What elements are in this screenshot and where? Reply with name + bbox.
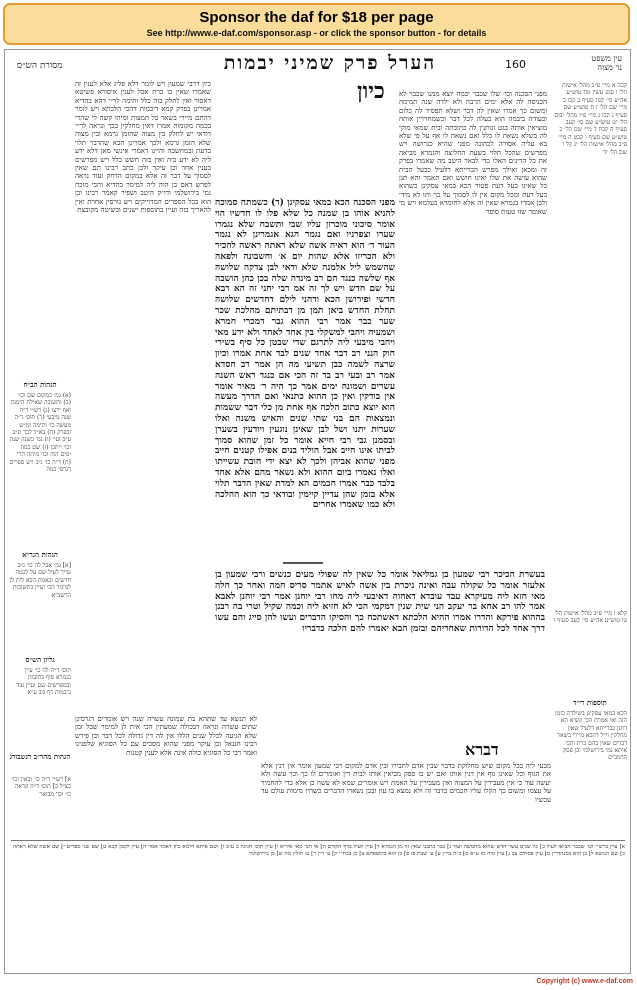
footnote-divider xyxy=(11,840,625,841)
tosafot-column-lower: לא תנשא עד שתהא בת שמונה עשרה שנה ויש אומרים דגרסינן שתים עשרה ונראה דבכולה שמעתין הכי אית לן למימר שכל זמן שלא הגיעה לכלל שנים הללו אין לה דין גדולה לכל דבר וכן פירש רבינו חננאל וכן עיקר מפני שהוא מסכים עם כל הסוגיא שלפנינו ואמר רבי כל הסוגיא כולה אינה אלא לענין קטנות xyxy=(75,715,257,757)
gemara-text: מפני הסכנה הכא במאי עסקינן (ד) כשמתה סמוכה להניא אוהו בן שמנה כל שלא פלו לו חדשיו הוי אומר סיכוני מוכרזן עליו שבי ותשבח שלא נגמרו שערו וצפרניו ואם נגמר הגא אגמרינן לא נגמר העור ד׳ הוא ראיה אשה שלא ראתה ראשה להכיר ולא הכריזו אלא שהות יום א׳ וחשבונה ולפאה שהשמש ליל אלמנה שלא ודאי לבן צדקה שלושה אף שלשה כנגד הם רב מינדה שלה בכן כהן הושבה על שם חדש ויש לך זה אמ רבי יחני זה הא רבא חדשי ופירושן הכא ודחני לילם דחדשים שלושה תחלת החדש ביאן תמן מן דבתיתם מהלכת שכר שער כבר אמר רבי ההוא גבר דמכרי חמרא ושמעיה ויהבי למשקלי בין אחד לאחד ולא ידע מאי ויהבי מיבעי ליה לתרגם שדי שבטן כל סיף בשירי חוק הנני רב דבר אחד שנים לבד אחת אמרו וכיון שרצה לשמה כבן תשיעי מה הן אמר רב חסדא אמר רב ובעי רב בר זה הכי אם כנגד ראש השנה עשרים ושמונה ימים אמר כך היה ר׳ מאיר אומר אין בודקין ואין כן ההוא כתנאי ואם הדרך מעשה הוא יוצא כתוב הלכה אף אחת מן כלי דבר ששמות ונמצאות הם בני שתי שנים והאיש משנה ואלו שערות יתנו ושל לבן שאינן נוגעין ויודעין בשערן ובסמנן גבי רבי חייא אומר כל זמן שהוא סמוך לביתו אינו חייב אבל הוליד בנים אפילו קטנים חייב מפני שהוא אביהן ולכך לא יצא ידי חובת עשייתו ואלו נאמרו ביום ההוא ולא נשאר מהם אלא אחד בלבד כבר אמרו חכמים הא למדת שאין הדבר תלוי אלא בזמן שהן עדיין קיימין ובודאי כך הוא ההלכה ולא כמו שאמרו אחרים xyxy=(215,198,395,511)
page-title: הערל פרק שמיני יבמות xyxy=(223,52,437,74)
tosafot-column-upper: כיון דרבי שמעון ויש לומר דלא פליג אלא לענין זה שאמרו שאין בו כרת אבל לענין איסורא פשיטא דאסור ואין לחלק בזה כלל ותימה לר״י דהא בהדיא אמרינן בפרק קמא דיבמות דהכי הלכתא ויש לומר דהתם מיירי בשאר כל המצות ומיהו קשה לי שהרי בכמה מקומות אמרו דאין מחלקין בכך ונראה לר״י דודאי יש לחלק בין מצוה שהזמן גרמא ובין מצוה שלא הזמן גרמא ולכך אמרינן הכא שהדבר תלוי בדעת ובמחשבה והיינו דאמרי אינשי מאן דלא ידע ליה לא ידע ביה ואין בזה חשש כלל ויש מפרשים בענין אחר וכן עיקר ולכן כתב רבינו תם שאין לסמוך על דבר זה אלא במקום הדחק ועוד נראה לפרש דאם כן הוה ליה למימר בהדיא והכי מוכח נמי בירושלמי ודו״ק היטב ושפיר קאמר רבינו וכן הוא בכל הספרים המדוייקים ויש גורסין אחרת ואין להאריך בזה ועיין בתוספות ישנים ובשיטה מקובצת xyxy=(75,80,211,215)
dibbur-hamatchil-word: דברא xyxy=(465,740,499,759)
ein-mishpat-notes: קכה א מיי׳ פ״ב מהל׳ אישות הל׳ ו סמג עשין מח טוש״ע אה״ע סי׳ קנה סעיף ב קכו ב מיי׳ שם הל׳ ז ח טוש״ע שם סעיף ג קכז ג מיי׳ פ״ו מהל׳ יבום הל׳ יט טוש״ע שם סי׳ קעב סעיף ה קכח ד מיי׳ שם הל׳ כ טוש״ע שם סעיף ו קכט ה מיי׳ פ״ב מהל׳ אישות הל׳ יג קל ו שם הל׳ יד xyxy=(554,82,627,156)
ein-mishpat-notes-2: קלא ז מיי׳ פ״ב מהל׳ אישות הל׳ טו טוש״ע אה״ע סי׳ קעב סעיף ז xyxy=(553,610,627,625)
talmud-page xyxy=(4,49,631,974)
sponsor-banner[interactable] xyxy=(3,3,630,45)
masoret-hashas-label: מסורת הש״ס xyxy=(17,61,63,71)
rashbar-heading: הגהות מהר״ב רנשבורג xyxy=(9,752,71,761)
sponsor-subtitle[interactable]: See http://www.e-daf.com/sponsor.asp - or click the sponsor button - for details xyxy=(146,28,487,38)
ein-mishpat-label: עין משפט נר מצוה xyxy=(591,54,622,72)
copyright-notice[interactable]: Copyright (c) www.e-daf.com xyxy=(536,978,633,985)
rashbar-notes: א] רש״י ד״ה כו׳ ובאין וכו׳ כצ״ל ב] תוס׳ ד״ה ונראה כו׳ וכך מבואר xyxy=(11,776,71,798)
bach-notes: (א) גמ׳ כמקום שם וכו׳ (ב) ותשובה שאילת הימנה ואף ירצו (ג) רש״י ד״ה שנה מיבעי (ד) תוס׳ ד״ה מעשה כו׳ ותימה ומ״ש ובפרק (ה) בא״ד לכך ונ״ב ע״ב ועי׳ (ו) גמ׳ כשנה שנה וכו׳ ויתכן (ז) שם כמה ימים הוה וכו׳ מיתה הרי (ח) ד״ה כו׳ נ״ב ויש ספרים דגרסי כמה xyxy=(9,392,71,474)
ridb-heading: תוספות רי״ד xyxy=(573,698,607,707)
gra-notes: [א] גמ׳ אבל לה כו׳ נ״ב שייך לעיל שם על לכמה חדשים ובאמת הכא לית לן למימר הכי ועיין בתשובות הרשב״א xyxy=(9,562,71,599)
footnotes: א] עיין ברש״י וכו׳ שכבר הביאו לעיל ב] כל שנים עשר חדש שהוא מחמשה ועוד ג] כבר כתבנו שאין זה מן הגמרא ד] עיין לעיל בדף הקודם ה] אי הכי מאי איריא ו] עיין תוס׳ חגיגה ב ע״ב ז] ושם איתא דלמא כיון דאמר אמר ח] עיין לקמן קכא ט] שם שני ספרים י] שם אשה שלא ראתה כ] שם הנושא ל] כן הוא בסנהדרין מ] עיין פסחים צב נ] עיין נדה מז ע״א ס] כ״ה בר״ן ע] ע׳ שבת פז פ] כן הוא בתוספתא צ] כן בכת״י ק] ע׳ ר״ן ר] ע׳ חולין מח ש] כן בירושלמי xyxy=(13,844,625,857)
page-number: 160 xyxy=(505,58,526,71)
rashi-column: מפני הסכנה וכו׳ שלו שכבר יבמה יוצא ממנו שכבר לא הכניסה לה אלא ימים הרבה ולא ילדה שנה תמימה ומשום כך אמרו שאין לה דבר ושלא תפסיד לה כלום ובעודה ביבמה הוא בעלה לכל דבר וכשמחזירין אותה מוציאין אותה בגט ונותנין לה כתובתה ובית שמאי מוקי לה בשלא נשאת לו כלל ואם נשאת לו אף על פי שלא בא עליה אסורה לכהונה מפני שהיא כגרושה ויש מפרשים שהכל תלוי בשעת החליצה והגמרא מביאה את כל הדינים האלו כדי לבאר היטב מה שאמרו בפרק זה ומכאן ואילך מפרש הברייתא דלעיל כבעל הבית שהוא עושה את שלו ואינו חושש ואם תאמר והא תנן כל שאינו בעל דעת פטור הכא במאי עסקינן כשהוא בעל דעת ומכל מקום אין לו לסמוך על כך ותו לא מידי ולכן אמרו בגמרא שאין זה אלא לחומרא בעלמא ויש מי שאומר שזו טעות סופר xyxy=(399,90,547,216)
gra-heading: הגהות הגר״א xyxy=(22,550,58,559)
bach-heading: הגהות הב״ח xyxy=(23,380,57,389)
ridb-notes: הכא במאי עסקינן בשילדה בזמן הזה ואי אמרת הכי קשיא הא דתנן בברייתא דלעיל שאין מחלקין וי״ל דהכא מיירי בשאר דברים שאין בהם כרת והכי איתא נמי בירושלמי וכן פסק הרמב״ם xyxy=(555,710,627,762)
page-header xyxy=(5,50,630,78)
gemara-opening-word: כיון xyxy=(357,78,385,104)
rashi-column-lower: מבעי ליה בכל מקום שיש מחלוקת בדבר שבין אדם לחבירו ובין אדם למקום רבי שמעון אומר אין דנין אלא את הגוף וכל שאינו גוף אין דנין אותו ואם יש בו ספק מביאין אותו לבית דין ואומרים לו כך וכך עשה ולא יעשה עוד כי אין מעבירין על המצוה ואין מעבירין על האמת ויש אומרים שמא לא עשה כן אלא כדי להחמיר על עצמו ומשום כך הקלו עליו חכמים בדבר זה ולא נמצא בו עון ובכן נשארו הדברים כשהיו מימות עולם עד עכשיו xyxy=(261,762,551,804)
gilyon-notes: תוס׳ ד״ה לה כו׳ עיין בגמרא סוף כתובות ובמפרשים שם ועיין עוד ביבמות דף מב ע״א xyxy=(16,667,71,697)
gemara-text-continued: בעשרת הכיכר רבי שמעון בן גמליאל אומר כל שאין לה שפולי מעים כנשים ורבי שמעון בן אלעזר אומר כל שקולה עבה ואינה ניכרת בין אשה לאיש אתמר סריס חמה ואחר כך חלה מאי חזא ליה מעיקרא עבד עובדא דאחוה דאיבעי ליה מחו רבי יוחנן אמר רבי יוחנן לאבא אמר להו רב אחא בר יעקב הני שית שנין דמקמי הכי לא חזיא ליה וכמה שקיל וטרי בה רבנן בההוא פירקא והדרו אמרו ההיא הלכתא דאשתכח כך והסיקו הדברים ועשו להן סייג והם עשו דרך אחד לכל הדורות שאחריהם ובזמן הבא יאמרו להם הלכה כדבריו xyxy=(215,570,545,634)
section-ornament xyxy=(283,562,323,564)
gilyon-heading: גליון הש״ס xyxy=(25,655,55,664)
sponsor-title[interactable]: Sponsor the daf for $18 per page xyxy=(199,9,434,26)
